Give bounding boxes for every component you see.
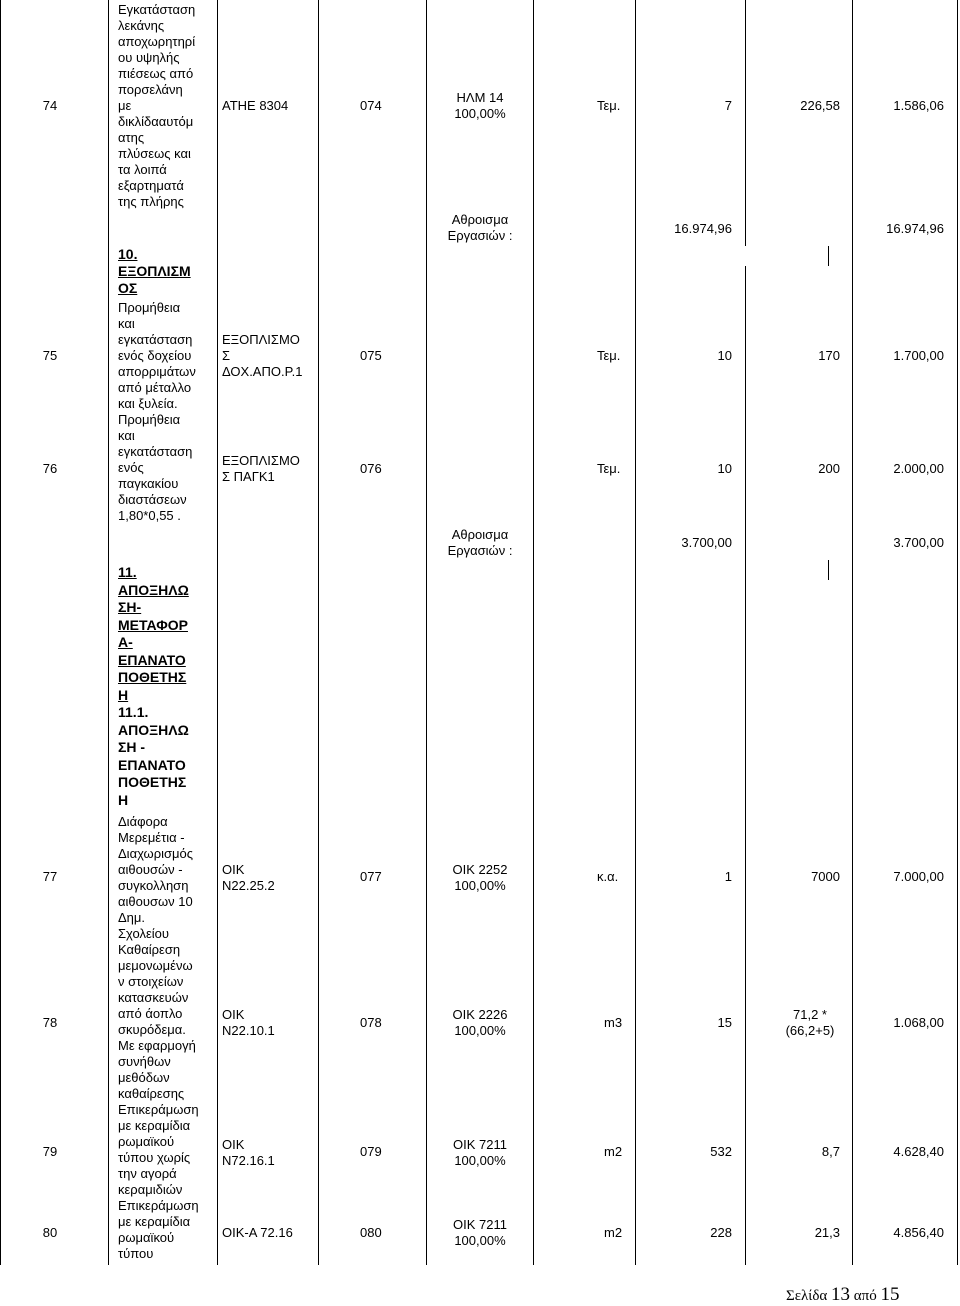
grid-line-4: [426, 0, 427, 1265]
grid-line-7: [745, 0, 746, 1265]
unit: Τεμ.: [597, 461, 621, 476]
row-number: 77: [42, 869, 58, 884]
quantity: 1: [724, 869, 732, 884]
unit: m2: [604, 1225, 623, 1240]
subtotal-total: 16.974,96: [886, 221, 944, 236]
quantity: 10: [717, 348, 732, 363]
row-number: 76: [42, 461, 58, 476]
subtotal-label: Αθροισμα Εργασιών :: [447, 527, 513, 558]
grid-line-1: [108, 0, 109, 1265]
unit-price: 200: [818, 461, 840, 476]
grid-line-6: [635, 0, 636, 1265]
article-code: ΟΙΚ Ν22.10.1: [222, 1007, 275, 1038]
tick-mark: [828, 560, 829, 580]
description-74: Εγκατάσταση λεκάνης αποχωρητηρί ου υψηλής πιέσεως από πορσελάνη με δικλίδααυτόμ ατης πλύσεως και τα λοιπά εξαρτηματά της πλήρης: [118, 2, 196, 209]
row-number: 75: [42, 348, 58, 363]
row-number: 74: [42, 98, 58, 113]
tick-mark: [745, 246, 746, 266]
article-code: ΟΙΚ Ν22.25.2: [222, 862, 275, 893]
item-code: 075: [360, 348, 382, 363]
row-total: 7.000,00: [893, 869, 944, 884]
row-number: 78: [42, 1015, 58, 1030]
section-heading-11: 11. ΑΠΟΞΗΛΩ ΣΗ- ΜΕΤΑΦΟΡ Α- ΕΠΑΝΑΤΟ ΠΟΘΕΤΗΣ Η: [118, 564, 189, 703]
article-code: ΕΞΟΠΛΙΣΜΟ Σ ΔΟΧ.ΑΠΟ.Ρ.1: [222, 332, 303, 379]
item-code: 077: [360, 869, 382, 884]
subtotal-value: 3.700,00: [681, 535, 732, 550]
grid-line-8: [852, 0, 853, 1265]
reference: ΟΙΚ 7211 100,00%: [453, 1137, 507, 1168]
article-code: ΕΞΟΠΛΙΣΜΟ Σ ΠΑΓΚ1: [222, 453, 300, 484]
description-75: Προμήθεια και εγκατάσταση ενός δοχείου απορριμάτων από μέταλλο και ξυλεία.: [118, 300, 196, 411]
page-footer: Σελίδα 13 από 15: [786, 1284, 900, 1305]
reference: ΟΙΚ 2252 100,00%: [452, 862, 508, 893]
description-76: Προμήθεια και εγκατάσταση ενός παγκακίου διαστάσεων 1,80*0,55 .: [118, 412, 193, 523]
article-code: ΑΤΗΕ 8304: [222, 98, 289, 113]
row-total: 2.000,00: [893, 461, 944, 476]
unit: Τεμ.: [597, 348, 621, 363]
row-number: 80: [42, 1225, 58, 1240]
reference: ΟΙΚ 7211 100,00%: [453, 1217, 507, 1248]
reference: ΗΛΜ 14 100,00%: [454, 90, 506, 121]
row-total: 4.628,40: [893, 1144, 944, 1159]
quantity: 15: [717, 1015, 732, 1030]
description-78: Καθαίρεση μεμονωμένω ν στοιχείων κατασκευών από άοπλο σκυρόδεμα. Με εφαρμογή συνήθων μεθόδων καθαίρεσης: [118, 942, 196, 1101]
unit-price: 71,2 * (66,2+5): [785, 1007, 835, 1038]
article-code: ΟΙΚ-Α 72.16: [222, 1225, 293, 1240]
subtotal-label: Αθροισμα Εργασιών :: [447, 212, 513, 243]
grid-line-2: [217, 0, 218, 1265]
item-code: 079: [360, 1144, 382, 1159]
unit-price: 226,58: [800, 98, 840, 113]
quantity: 7: [724, 98, 732, 113]
description-80: Επικεράμωση με κεραμίδια ρωμαϊκού τύπου: [118, 1198, 199, 1261]
row-total: 1.586,06: [893, 98, 944, 113]
quantity: 10: [717, 461, 732, 476]
grid-line-5: [533, 0, 534, 1265]
row-total: 1.700,00: [893, 348, 944, 363]
row-total: 4.856,40: [893, 1225, 944, 1240]
tick-mark: [828, 246, 829, 266]
section-heading-10: 10. ΕΞΟΠΛΙΣΜ ΟΣ: [118, 246, 191, 296]
subtotal-total: 3.700,00: [893, 535, 944, 550]
unit: m2: [604, 1144, 623, 1159]
subtotal-value: 16.974,96: [674, 221, 732, 236]
grid-line-left: [0, 0, 1, 1265]
unit-price: 170: [818, 348, 840, 363]
item-code: 074: [360, 98, 382, 113]
description-77: Διάφορα Μερεμέτια - Διαχωρισμός αιθουσών - συγκολληση αιθουσων 10 Δημ. Σχολείου: [118, 814, 194, 941]
unit: Τεμ.: [597, 98, 621, 113]
article-code: ΟΙΚ Ν72.16.1: [222, 1137, 275, 1168]
quantity: 532: [710, 1144, 732, 1159]
quantity: 228: [710, 1225, 732, 1240]
unit: κ.α.: [597, 869, 619, 884]
reference: ΟΙΚ 2226 100,00%: [452, 1007, 508, 1038]
unit-price: 8,7: [821, 1144, 840, 1159]
unit-price: 7000: [811, 869, 840, 884]
unit: m3: [604, 1015, 623, 1030]
item-code: 076: [360, 461, 382, 476]
row-number: 79: [42, 1144, 58, 1159]
description-79: Επικεράμωση με κεραμίδια ρωμαϊκού τύπου χωρίς την αγορά κεραμιδιών: [118, 1102, 199, 1197]
row-total: 1.068,00: [893, 1015, 944, 1030]
grid-line-right: [957, 0, 958, 1265]
grid-line-3: [318, 0, 319, 1265]
section-heading-11-1: 11.1. ΑΠΟΞΗΛΩ ΣΗ - ΕΠΑΝΑΤΟ ΠΟΘΕΤΗΣ Η: [118, 704, 189, 808]
item-code: 080: [360, 1225, 382, 1240]
unit-price: 21,3: [814, 1225, 840, 1240]
item-code: 078: [360, 1015, 382, 1030]
